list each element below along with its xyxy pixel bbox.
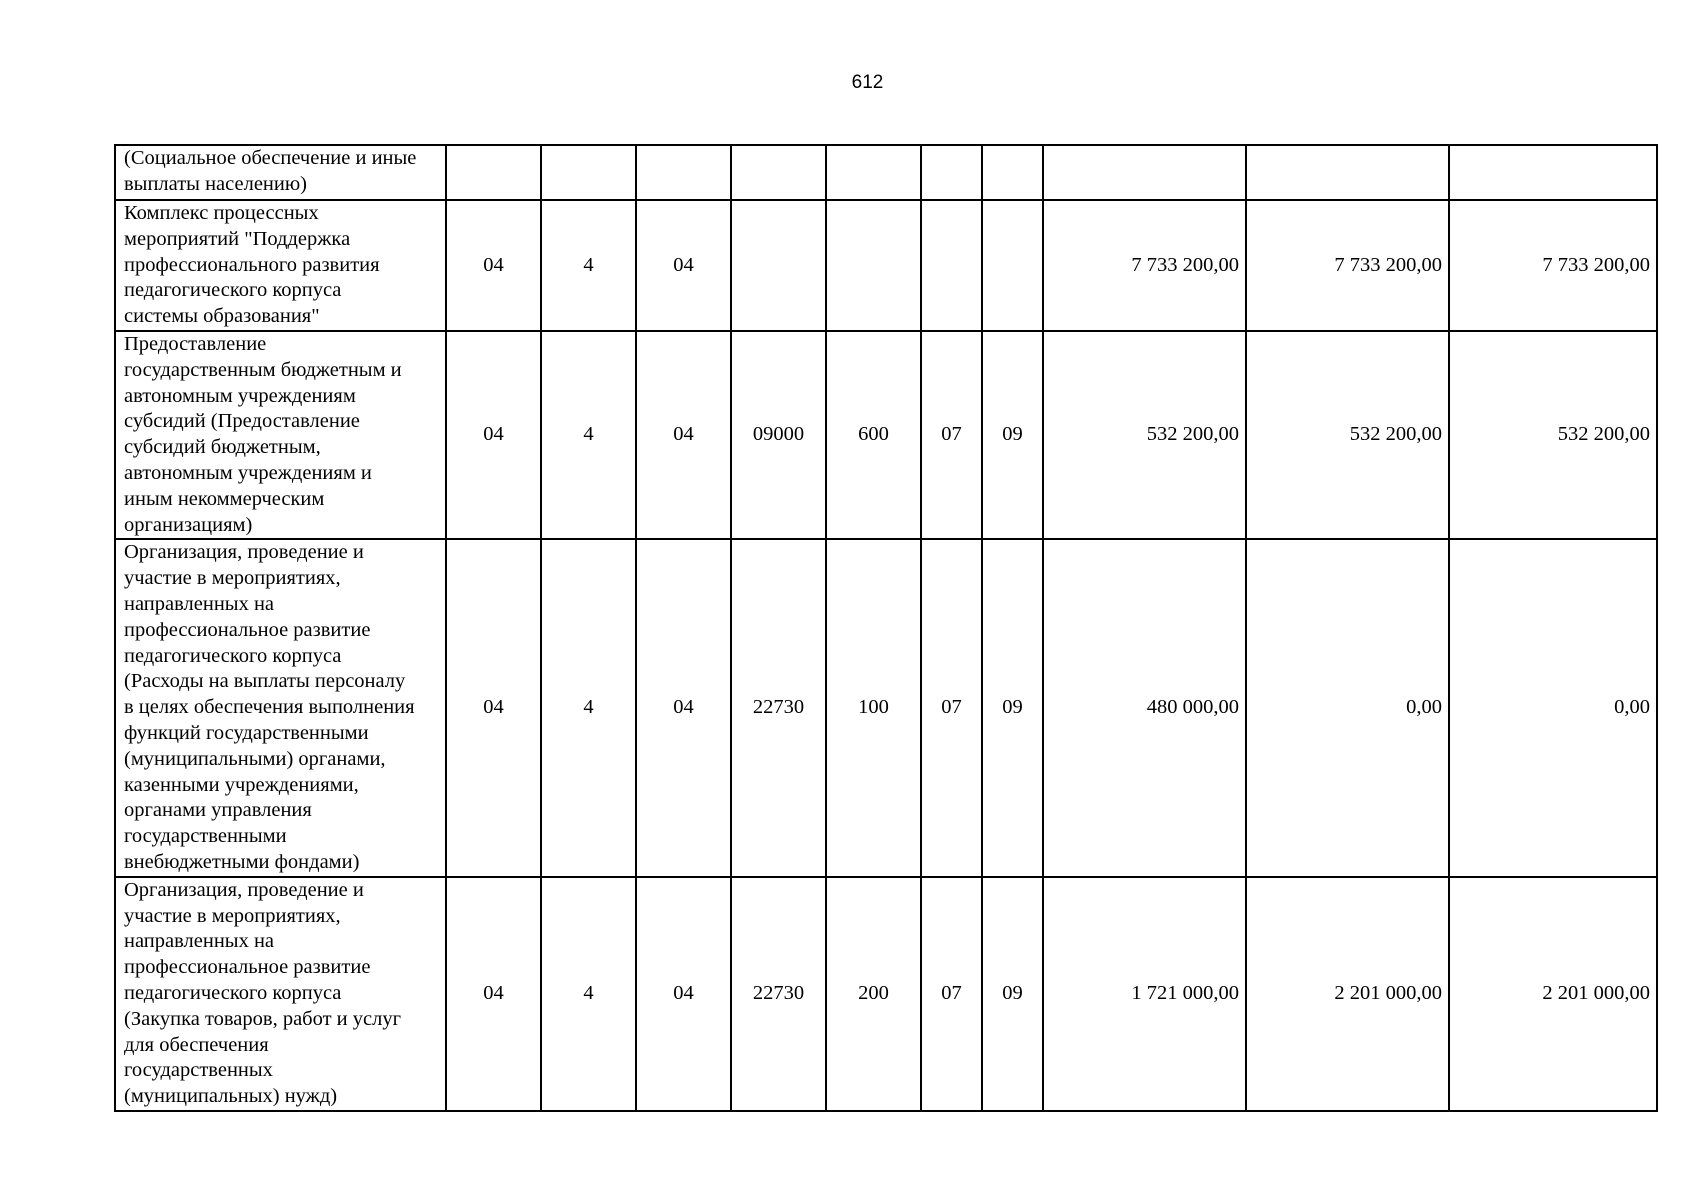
- table-row: [115, 331, 1657, 539]
- section-cell: [921, 200, 982, 331]
- expense-type-cell: [826, 200, 921, 331]
- expense-type-cell: 600: [826, 331, 921, 539]
- sum-year-3-cell: 0,00: [1449, 539, 1657, 876]
- row-name: Организация, проведение и участие в мероприятиях, направленных на профессиональное развитие педагогического корпуса (Закупка товаров, работ и услуг для обеспечения государственных (муниципальных) нужд): [115, 877, 446, 1111]
- sum-year-3-cell: 532 200,00: [1449, 331, 1657, 539]
- section-cell: 07: [921, 331, 982, 539]
- sum-year-3-cell: 2 201 000,00: [1449, 877, 1657, 1111]
- subprogram-code-cell: 4: [541, 200, 636, 331]
- direction-code-cell: 22730: [731, 539, 826, 876]
- row-name: Комплекс процессных мероприятий "Поддержка профессионального развития педагогического корпуса системы образования": [115, 200, 446, 331]
- table-body: [115, 145, 1657, 1111]
- direction-code-cell: 22730: [731, 877, 826, 1111]
- row-name: Организация, проведение и участие в мероприятиях, направленных на профессиональное развитие педагогического корпуса (Расходы на выплаты персоналу в целях обеспечения выполнения функций государственными (муниципальными) органами, казенными учреждениями, органами управления государственными внебюджетными фондами): [115, 539, 446, 876]
- measure-code-cell: 04: [636, 331, 731, 539]
- subsection-cell: 09: [982, 877, 1043, 1111]
- budget-table: [114, 144, 1658, 1112]
- expense-type-cell: 200: [826, 877, 921, 1111]
- direction-code-cell: [731, 145, 826, 200]
- section-cell: 07: [921, 877, 982, 1111]
- sum-year-1-cell: 480 000,00: [1043, 539, 1246, 876]
- direction-code-cell: [731, 200, 826, 331]
- sum-year-2-cell: 2 201 000,00: [1246, 877, 1449, 1111]
- subprogram-code-cell: 4: [541, 877, 636, 1111]
- table-row: [115, 539, 1657, 876]
- direction-code-cell: 09000: [731, 331, 826, 539]
- sum-year-1-cell: 532 200,00: [1043, 331, 1246, 539]
- program-code-cell: 04: [446, 331, 541, 539]
- section-cell: 07: [921, 539, 982, 876]
- subsection-cell: [982, 145, 1043, 200]
- sum-year-3-cell: 7 733 200,00: [1449, 200, 1657, 331]
- table-row: [115, 877, 1657, 1111]
- measure-code-cell: [636, 145, 731, 200]
- row-name: (Социальное обеспечение и иные выплаты населению): [115, 145, 446, 200]
- subprogram-code-cell: 4: [541, 331, 636, 539]
- row-name: Предоставление государственным бюджетным и автономным учреждениям субсидий (Предоставление субсидий бюджетным, автономным учреждениям и иным некоммерческим организациям): [115, 331, 446, 539]
- subsection-cell: 09: [982, 539, 1043, 876]
- sum-year-2-cell: 0,00: [1246, 539, 1449, 876]
- measure-code-cell: 04: [636, 200, 731, 331]
- measure-code-cell: 04: [636, 539, 731, 876]
- subprogram-code-cell: 4: [541, 539, 636, 876]
- program-code-cell: [446, 145, 541, 200]
- program-code-cell: 04: [446, 200, 541, 331]
- measure-code-cell: 04: [636, 877, 731, 1111]
- sum-year-3-cell: [1449, 145, 1657, 200]
- program-code-cell: 04: [446, 539, 541, 876]
- sum-year-1-cell: 1 721 000,00: [1043, 877, 1246, 1111]
- subsection-cell: 09: [982, 331, 1043, 539]
- table-row: [115, 200, 1657, 331]
- program-code-cell: 04: [446, 877, 541, 1111]
- sum-year-2-cell: 532 200,00: [1246, 331, 1449, 539]
- page-number: 612: [851, 72, 884, 93]
- sum-year-1-cell: [1043, 145, 1246, 200]
- expense-type-cell: 100: [826, 539, 921, 876]
- section-cell: [921, 145, 982, 200]
- table-row: [115, 145, 1657, 200]
- subsection-cell: [982, 200, 1043, 331]
- sum-year-2-cell: 7 733 200,00: [1246, 200, 1449, 331]
- subprogram-code-cell: [541, 145, 636, 200]
- sum-year-1-cell: 7 733 200,00: [1043, 200, 1246, 331]
- expense-type-cell: [826, 145, 921, 200]
- sum-year-2-cell: [1246, 145, 1449, 200]
